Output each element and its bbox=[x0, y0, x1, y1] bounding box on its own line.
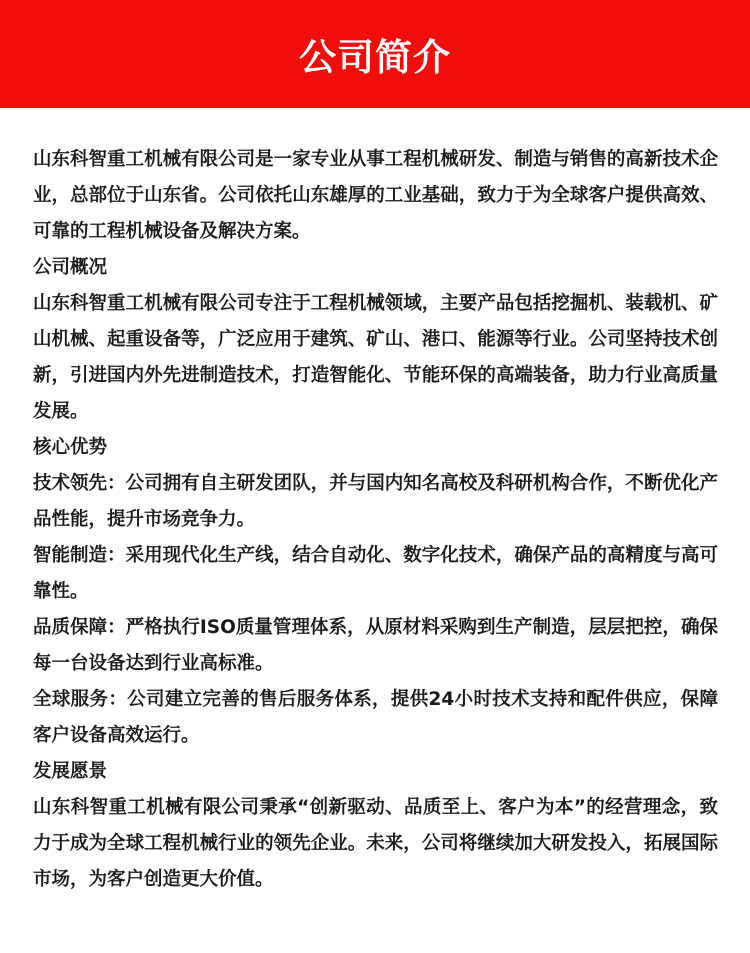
paragraph: 全球服务：公司建立完善的售后服务体系，提供24小时技术支持和配件供应，保障客户设备高效运行。 bbox=[33, 689, 718, 746]
paragraph: 技术领先：公司拥有自主研发团队，并与国内知名高校及科研机构合作，不断优化产品性能，提升市场竞争力。 bbox=[33, 473, 718, 530]
paragraph: 品质保障：严格执行ISO质量管理体系，从原材料采购到生产制造，层层把控，确保每一台设备达到行业高标准。 bbox=[33, 617, 718, 674]
paragraph: 山东科智重工机械有限公司专注于工程机械领域，主要产品包括挖掘机、装载机、矿山机械、起重设备等，广泛应用于建筑、矿山、港口、能源等行业。公司坚持技术创新，引进国内外先进制造技术，打造智能化、节能环保的高端装备，助力行业高质量发展。 bbox=[33, 293, 718, 422]
section-heading: 发展愿景 bbox=[33, 761, 108, 782]
document-body bbox=[0, 108, 750, 898]
paragraph: 山东科智重工机械有限公司是一家专业从事工程机械研发、制造与销售的高新技术企业，总部位于山东省。公司依托山东雄厚的工业基础，致力于为全球客户提供高效、可靠的工程机械设备及解决方案。 bbox=[33, 149, 718, 242]
page-title: 公司简介 bbox=[299, 36, 451, 79]
section-heading: 公司概况 bbox=[33, 257, 108, 278]
document-content bbox=[33, 142, 718, 898]
section-heading: 核心优势 bbox=[33, 437, 108, 458]
paragraph: 山东科智重工机械有限公司秉承“创新驱动、品质至上、客户为本”的经营理念，致力于成为全球工程机械行业的领先企业。未来，公司将继续加大研发投入，拓展国际市场，为客户创造更大价值。 bbox=[33, 797, 718, 890]
paragraph: 智能制造：采用现代化生产线，结合自动化、数字化技术，确保产品的高精度与高可靠性。 bbox=[33, 545, 718, 602]
page-header bbox=[0, 0, 750, 108]
